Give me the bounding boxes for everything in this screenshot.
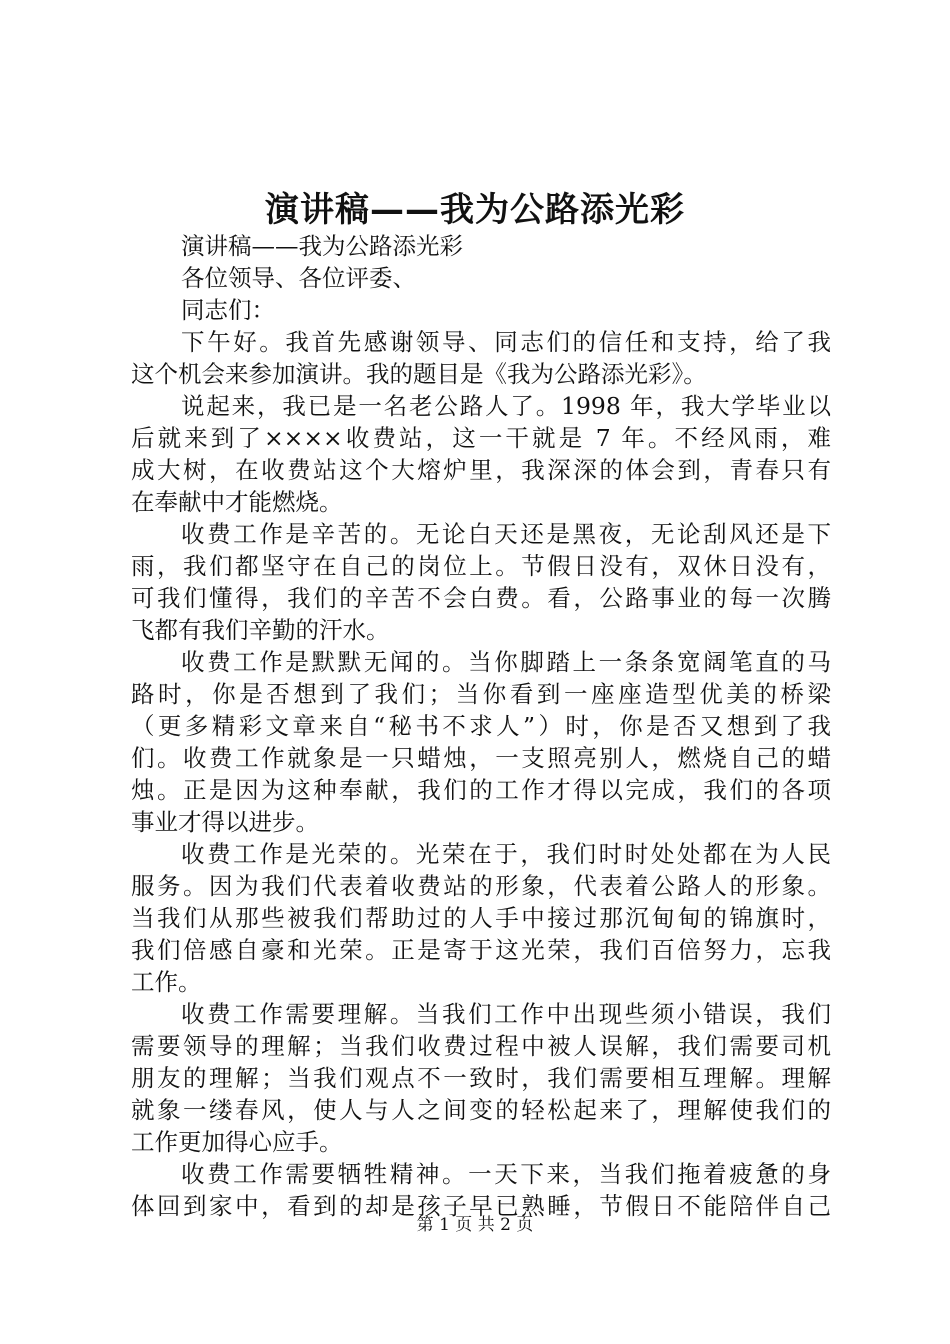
text-line: 工作更加得心应手。 <box>131 1128 343 1156</box>
text-line: 可我们懂得，我们的辛苦不会白费。看，公路事业的每一次腾 <box>131 584 831 612</box>
text-line: （更多精彩文章来自“秘书不求人”）时，你是否又想到了我 <box>131 712 831 740</box>
document-title: 演讲稿——我为公路添光彩 <box>265 190 685 230</box>
text-line: 收费工作需要牺牲精神。一天下来，当我们拖着疲惫的身 <box>181 1160 831 1188</box>
text-line: 工作。 <box>131 968 202 996</box>
text-line: 我们倍感自豪和光荣。正是寄于这光荣，我们百倍努力，忘我 <box>131 936 831 964</box>
text-line: 成大树，在收费站这个大熔炉里，我深深的体会到，青春只有 <box>131 456 831 484</box>
text-line: 当我们从那些被我们帮助过的人手中接过那沉甸甸的锦旗时， <box>131 904 831 932</box>
text-line: 雨，我们都坚守在自己的岗位上。节假日没有，双休日没有， <box>131 552 831 580</box>
text-line: 说起来，我已是一名老公路人了。1998 年，我大学毕业以 <box>181 392 831 420</box>
text-line: 烛。正是因为这种奉献，我们的工作才得以完成，我们的各项 <box>131 776 831 804</box>
text-line: 下午好。我首先感谢领导、同志们的信任和支持，给了我 <box>181 328 831 356</box>
text-line: 同志们： <box>181 296 275 324</box>
text-line: 飞都有我们辛勤的汗水。 <box>131 616 390 644</box>
text-line: 收费工作需要理解。当我们工作中出现些须小错误，我们 <box>181 1000 831 1028</box>
text-line: 路时，你是否想到了我们；当你看到一座座造型优美的桥梁 <box>131 680 831 708</box>
text-line: 演讲稿——我为公路添光彩 <box>181 232 463 260</box>
text-line: 在奉献中才能燃烧。 <box>131 488 343 516</box>
text-line: 收费工作是光荣的。光荣在于，我们时时处处都在为人民 <box>181 840 831 868</box>
text-line: 事业才得以进步。 <box>131 808 319 836</box>
text-line: 各位领导、各位评委、 <box>181 264 416 292</box>
text-line: 服务。因为我们代表着收费站的形象，代表着公路人的形象。 <box>131 872 831 900</box>
text-line: 体回到家中，看到的却是孩子早已熟睡，节假日不能陪伴自己 <box>131 1192 831 1220</box>
document-body <box>131 230 831 1222</box>
text-line: 收费工作是辛苦的。无论白天还是黑夜，无论刮风还是下 <box>181 520 831 548</box>
text-line: 们。收费工作就象是一只蜡烛，一支照亮别人，燃烧自己的蜡 <box>131 744 831 772</box>
text-line: 后就来到了××××收费站，这一干就是 7 年。不经风雨，难 <box>131 424 831 452</box>
text-line: 就象一缕春风，使人与人之间变的轻松起来了，理解使我们的 <box>131 1096 831 1124</box>
page-footer: 第 1 页 共 2 页 <box>416 1215 534 1235</box>
text-line: 这个机会来参加演讲。我的题目是《我为公路添光彩》。 <box>131 360 707 388</box>
text-line: 收费工作是默默无闻的。当你脚踏上一条条宽阔笔直的马 <box>181 648 831 676</box>
text-line: 需要领导的理解；当我们收费过程中被人误解，我们需要司机 <box>131 1032 831 1060</box>
text-line: 朋友的理解；当我们观点不一致时，我们需要相互理解。理解 <box>131 1064 831 1092</box>
